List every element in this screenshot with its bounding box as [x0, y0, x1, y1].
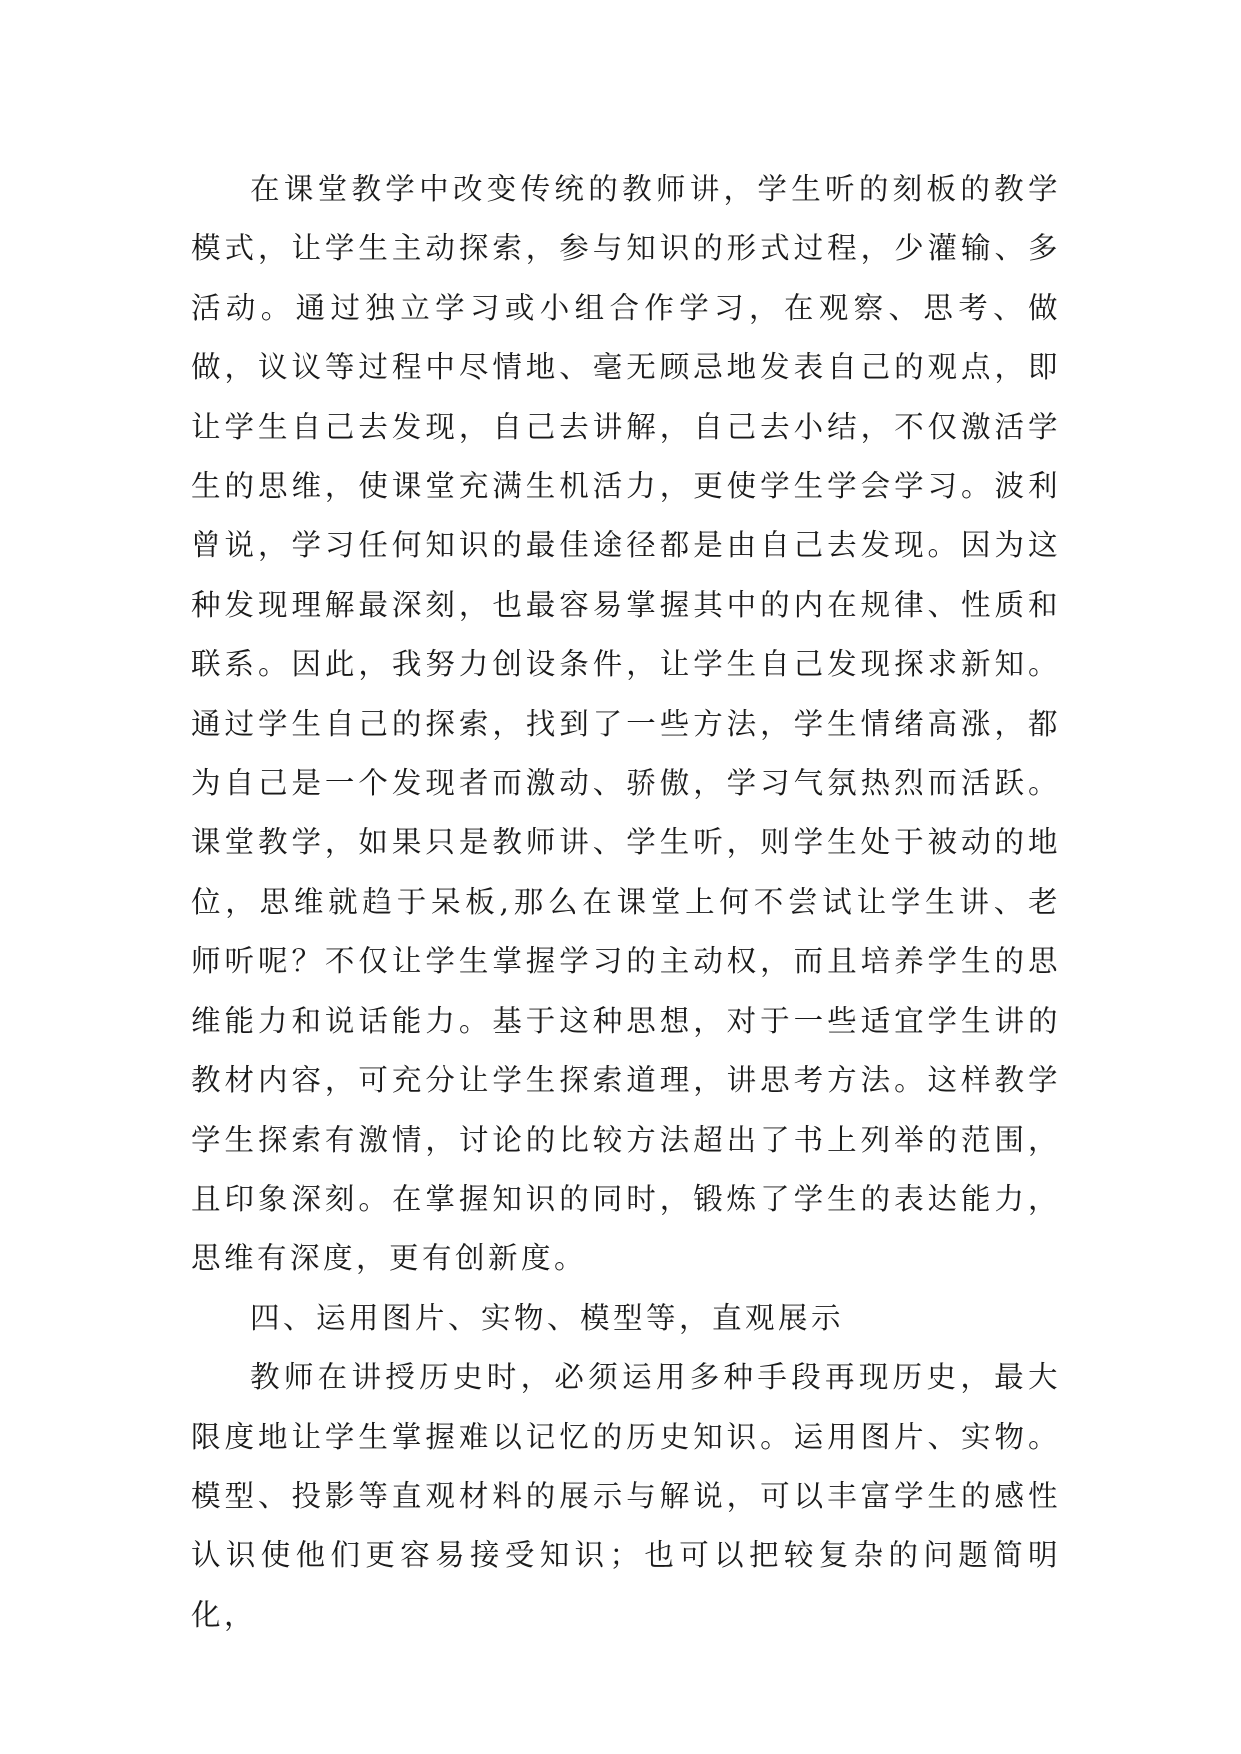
- document-body: [191, 160, 1061, 1645]
- body-paragraph: 教师在讲授历史时，必须运用多种手段再现历史，最大限度地让学生掌握难以记忆的历史知识。运用图片、实物。模型、投影等直观材料的展示与解说，可以丰富学生的感性认识使他们更容易接受知识；也可以把较复杂的问题简明化，: [191, 1360, 1061, 1632]
- body-paragraph: 在课堂教学中改变传统的教师讲，学生听的刻板的教学模式，让学生主动探索，参与知识的形式过程，少灌输、多活动。通过独立学习或小组合作学习，在观察、思考、做做，议议等过程中尽情地、毫无顾忌地发表自己的观点，即让学生自己去发现，自己去讲解，自己去小结，不仅激活学生的思维，使课堂充满生机活力，更使学生学会学习。波利曾说，学习任何知识的最佳途径都是由自己去发现。因为这种发现理解最深刻，也最容易掌握其中的内在规律、性质和联系。因此，我努力创设条件，让学生自己发现探求新知。通过学生自己的探索，找到了一些方法，学生情绪高涨，都为自己是一个发现者而激动、骄傲，学习气氛热烈而活跃。课堂教学，如果只是教师讲、学生听，则学生处于被动的地位，思维就趋于呆板,那么在课堂上何不尝试让学生讲、老师听呢？不仅让学生掌握学习的主动权，而且培养学生的思维能力和说话能力。基于这种思想，对于一些适宜学生讲的教材内容，可充分让学生探索道理，讲思考方法。这样教学学生探索有激情，讨论的比较方法超出了书上列举的范围，且印象深刻。在掌握知识的同时，锻炼了学生的表达能力，思维有深度，更有创新度。: [191, 172, 1061, 1276]
- section-heading: 四、运用图片、实物、模型等，直观展示: [250, 1300, 845, 1335]
